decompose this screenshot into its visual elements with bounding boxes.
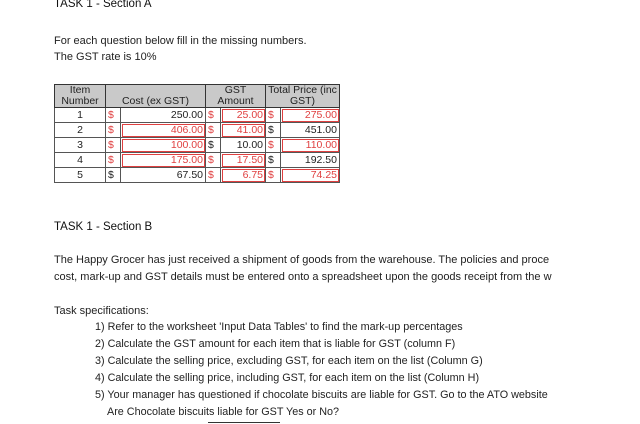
spec-item-5: 5) Your manager has questioned if chocolate biscuits are liable for GST. Go to the ATO website bbox=[95, 389, 548, 401]
paragraph-line-2: cost, mark-up and GST details must be entered onto a spreadsheet upon the goods receipt from the w bbox=[54, 271, 552, 283]
total-price-cell[interactable]: 275.00 bbox=[281, 108, 340, 123]
item-number-cell[interactable]: 3 bbox=[55, 138, 106, 153]
currency-cell: $ bbox=[206, 138, 221, 153]
table-row bbox=[55, 138, 340, 153]
currency-cell: $ bbox=[266, 108, 281, 123]
currency-cell: $ bbox=[106, 108, 121, 123]
header-total-price: Total Price (inc GST) bbox=[266, 85, 340, 108]
currency-cell: $ bbox=[206, 153, 221, 168]
instruction-text: For each question below fill in the missing numbers. bbox=[54, 35, 307, 47]
item-number-cell[interactable]: 1 bbox=[55, 108, 106, 123]
item-number-cell[interactable]: 5 bbox=[55, 168, 106, 183]
header-item-number: Item Number bbox=[55, 85, 106, 108]
spec-item-1: 1) Refer to the worksheet 'Input Data Tables' to find the mark-up percentages bbox=[95, 321, 463, 333]
currency-cell: $ bbox=[266, 168, 281, 183]
currency-cell: $ bbox=[266, 153, 281, 168]
gst-amount-cell[interactable]: 10.00 bbox=[221, 138, 266, 153]
spec-heading: Task specifications: bbox=[54, 305, 149, 317]
total-price-cell[interactable]: 451.00 bbox=[281, 123, 340, 138]
gst-table bbox=[54, 84, 340, 183]
table-row bbox=[55, 153, 340, 168]
gst-rate-text: The GST rate is 10% bbox=[54, 51, 157, 63]
cost-cell[interactable]: 406.00 bbox=[121, 123, 206, 138]
item-number-cell[interactable]: 4 bbox=[55, 153, 106, 168]
currency-cell: $ bbox=[106, 138, 121, 153]
currency-cell: $ bbox=[106, 153, 121, 168]
header-cost: Cost (ex GST) bbox=[106, 85, 206, 108]
spec-item-3: 3) Calculate the selling price, excluding GST, for each item on the list (Column G) bbox=[95, 355, 483, 367]
currency-cell: $ bbox=[206, 108, 221, 123]
spec-item-4: 4) Calculate the selling price, including GST, for each item on the list (Column H) bbox=[95, 372, 480, 384]
cost-cell[interactable]: 100.00 bbox=[121, 138, 206, 153]
header-gst-amount: GST Amount bbox=[206, 85, 266, 108]
gst-amount-cell[interactable]: 6.75 bbox=[221, 168, 266, 183]
currency-cell: $ bbox=[206, 168, 221, 183]
total-price-cell[interactable]: 192.50 bbox=[281, 153, 340, 168]
section-a-title: TASK 1 - Section A bbox=[54, 0, 152, 10]
currency-cell: $ bbox=[266, 138, 281, 153]
table-header-row bbox=[55, 85, 340, 108]
paragraph-line-1: The Happy Grocer has just received a shipment of goods from the warehouse. The policies and proce bbox=[54, 254, 550, 266]
total-price-cell[interactable]: 74.25 bbox=[281, 168, 340, 183]
currency-cell: $ bbox=[106, 123, 121, 138]
cost-cell[interactable]: 67.50 bbox=[121, 168, 206, 183]
currency-cell: $ bbox=[106, 168, 121, 183]
answer-underline bbox=[208, 422, 280, 423]
spec-item-2: 2) Calculate the GST amount for each item that is liable for GST (column F) bbox=[95, 338, 456, 350]
currency-cell: $ bbox=[206, 123, 221, 138]
cost-cell[interactable]: 250.00 bbox=[121, 108, 206, 123]
item-number-cell[interactable]: 2 bbox=[55, 123, 106, 138]
gst-amount-cell[interactable]: 25.00 bbox=[221, 108, 266, 123]
table-row bbox=[55, 168, 340, 183]
gst-amount-cell[interactable]: 17.50 bbox=[221, 153, 266, 168]
table-row bbox=[55, 108, 340, 123]
cost-cell[interactable]: 175.00 bbox=[121, 153, 206, 168]
total-price-cell[interactable]: 110.00 bbox=[281, 138, 340, 153]
currency-cell: $ bbox=[266, 123, 281, 138]
gst-amount-cell[interactable]: 41.00 bbox=[221, 123, 266, 138]
table-row bbox=[55, 123, 340, 138]
gst-question: Are Chocolate biscuits liable for GST Yes or No? bbox=[107, 406, 340, 418]
section-b-title: TASK 1 - Section B bbox=[54, 221, 153, 233]
